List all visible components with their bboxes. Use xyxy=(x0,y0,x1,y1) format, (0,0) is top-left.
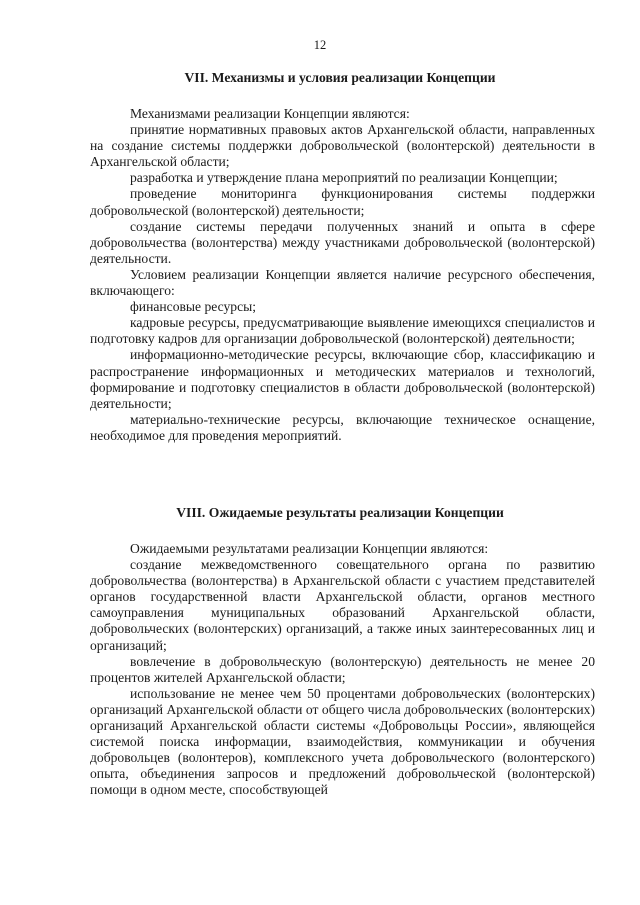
section-8-heading: VIII. Ожидаемые результаты реализации Концепции xyxy=(176,505,504,520)
section-7-paragraph: кадровые ресурсы, предусматривающие выявление имеющихся специалистов и подготовку кадров для организации добровольческой (волонтерской) деятельности; xyxy=(90,315,595,347)
section-7-paragraph: принятие нормативных правовых актов Архангельской области, направленных на создание системы поддержки добровольческой (волонтерской) деятельности в Архангельской области; xyxy=(90,122,595,170)
section-8-paragraph: использование не менее чем 50 процентами добровольческих (волонтерских) организаций Архангельской области от общего числа добровольческих (волонтерских) организаций Архангельской области системы «Добровольцы России», являющейся системой поиска информации, взаимодействия, коммуникации и обучения добровольцев (волонтеров), комплексного учета добровольческого (волонтерского) опыта, объединения запросов и предложений добровольческой (волонтерской) помощи в одном месте, способствующей xyxy=(90,685,595,798)
section-8-paragraph: создание межведомственного совещательного органа по развитию добровольчества (волонтерства) в Архангельской области с участием представителей органов государственной власти Архангельской области, органов местного самоуправления муниципальных образований Архангельской области, добровольческих (волонтерских) организаций, а также иных заинтересованных лиц и организаций; xyxy=(90,557,595,653)
section-7-heading: VII. Механизмы и условия реализации Концепции xyxy=(184,70,496,85)
section-7-paragraph: информационно-методические ресурсы, включающие сбор, классификацию и распространение информационных и методических материалов и технологий, формирование и подготовку специалистов в области добровольческой (волонтерской) деятельности; xyxy=(90,347,595,411)
section-7-paragraph: Механизмами реализации Концепции являются: xyxy=(130,106,410,121)
section-7-paragraph: проведение мониторинга функционирования системы поддержки добровольческой (волонтерской) деятельности; xyxy=(90,186,595,218)
section-7-paragraph: материально-технические ресурсы, включающие техническое оснащение, необходимое для проведения мероприятий. xyxy=(90,411,595,443)
section-7-paragraph: разработка и утверждение плана мероприятий по реализации Концепции; xyxy=(130,170,558,186)
section-7-paragraph: Условием реализации Концепции является наличие ресурсного обеспечения, включающего: xyxy=(90,266,595,299)
section-8-paragraph: Ожидаемыми результатами реализации Концепции являются: xyxy=(130,541,489,556)
section-7-paragraph: создание системы передачи полученных знаний и опыта в сфере добровольчества (волонтерства) между участниками добровольческой (волонтерской) деятельности. xyxy=(90,218,595,266)
section-8-body xyxy=(90,541,595,799)
section-7-paragraph: финансовые ресурсы; xyxy=(130,299,257,315)
section-7-body xyxy=(90,106,595,444)
section-8-paragraph: вовлечение в добровольческую (волонтерскую) деятельность не менее 20 процентов жителей Архангельской области; xyxy=(90,653,595,685)
page-number: 12 xyxy=(313,38,327,52)
